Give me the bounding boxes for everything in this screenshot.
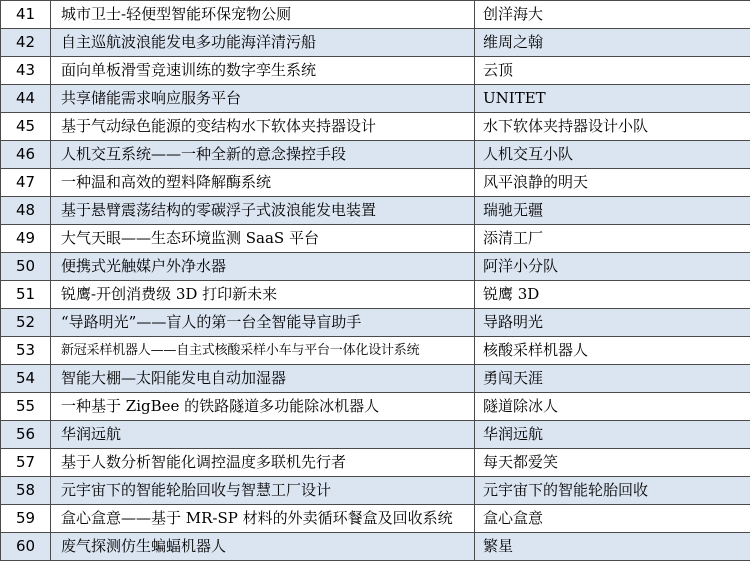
row-number-cell: 54 — [1, 365, 51, 393]
table-row — [1, 29, 750, 57]
team-name-cell: 创洋海大 — [475, 1, 750, 29]
team-name-cell: 隧道除冰人 — [475, 393, 750, 421]
project-name-cell: 一种基于 ZigBee 的铁路隧道多功能除冰机器人 — [51, 393, 475, 421]
table-row — [1, 281, 750, 309]
table-row — [1, 533, 750, 561]
team-name-cell: 元宇宙下的智能轮胎回收 — [475, 477, 750, 505]
row-number-cell: 53 — [1, 337, 51, 365]
project-name-cell: 华润远航 — [51, 421, 475, 449]
team-name-cell: 人机交互小队 — [475, 141, 750, 169]
project-name-cell: 便携式光触媒户外净水器 — [51, 253, 475, 281]
row-number-cell: 41 — [1, 1, 51, 29]
row-number-cell: 59 — [1, 505, 51, 533]
row-number-cell: 50 — [1, 253, 51, 281]
row-number-cell: 46 — [1, 141, 51, 169]
project-name-cell: 一种温和高效的塑料降解酶系统 — [51, 169, 475, 197]
team-name-cell: 瑞驰无疆 — [475, 197, 750, 225]
team-name-cell: 每天都爱笑 — [475, 449, 750, 477]
table-row — [1, 57, 750, 85]
team-name-cell: 云顶 — [475, 57, 750, 85]
project-name-cell: 盒心盒意——基于 MR-SP 材料的外卖循环餐盒及回收系统 — [51, 505, 475, 533]
row-number-cell: 43 — [1, 57, 51, 85]
table-row — [1, 1, 750, 29]
row-number-cell: 56 — [1, 421, 51, 449]
table-row — [1, 113, 750, 141]
team-name-cell: 繁星 — [475, 533, 750, 561]
row-number-cell: 58 — [1, 477, 51, 505]
row-number-cell: 60 — [1, 533, 51, 561]
project-name-cell: 元宇宙下的智能轮胎回收与智慧工厂设计 — [51, 477, 475, 505]
row-number-cell: 44 — [1, 85, 51, 113]
table-row — [1, 225, 750, 253]
project-name-cell: 锐鹰-开创消费级 3D 打印新未来 — [51, 281, 475, 309]
project-name-cell: 基于悬臂震荡结构的零碳浮子式波浪能发电装置 — [51, 197, 475, 225]
table-row — [1, 197, 750, 225]
table-row — [1, 169, 750, 197]
project-name-cell: 人机交互系统——一种全新的意念操控手段 — [51, 141, 475, 169]
row-number-cell: 45 — [1, 113, 51, 141]
project-name-cell: 基于气动绿色能源的变结构水下软体夹持器设计 — [51, 113, 475, 141]
team-name-cell: 盒心盒意 — [475, 505, 750, 533]
project-name-cell: 新冠采样机器人——自主式核酸采样小车与平台一体化设计系统 — [51, 337, 475, 365]
team-name-cell: 核酸采样机器人 — [475, 337, 750, 365]
table-row — [1, 85, 750, 113]
team-name-cell: 风平浪静的明天 — [475, 169, 750, 197]
team-name-cell: 水下软体夹持器设计小队 — [475, 113, 750, 141]
team-name-cell: 阿洋小分队 — [475, 253, 750, 281]
row-number-cell: 49 — [1, 225, 51, 253]
row-number-cell: 47 — [1, 169, 51, 197]
table-row — [1, 421, 750, 449]
project-name-cell: “导路明光”——盲人的第一台全智能导盲助手 — [51, 309, 475, 337]
table-row — [1, 337, 750, 365]
project-name-cell: 智能大棚—太阳能发电自动加湿器 — [51, 365, 475, 393]
table-row — [1, 449, 750, 477]
row-number-cell: 51 — [1, 281, 51, 309]
team-name-cell: 维周之翰 — [475, 29, 750, 57]
project-table-body — [1, 1, 750, 561]
table-row — [1, 505, 750, 533]
table-row — [1, 477, 750, 505]
team-name-cell: 华润远航 — [475, 421, 750, 449]
row-number-cell: 48 — [1, 197, 51, 225]
team-name-cell: 勇闯天涯 — [475, 365, 750, 393]
project-name-cell: 自主巡航波浪能发电多功能海洋清污船 — [51, 29, 475, 57]
team-name-cell: 添清工厂 — [475, 225, 750, 253]
project-name-cell: 废气探测仿生蝙蝠机器人 — [51, 533, 475, 561]
team-name-cell: UNITET — [475, 85, 750, 113]
table-row — [1, 393, 750, 421]
project-name-cell: 大气天眼——生态环境监测 SaaS 平台 — [51, 225, 475, 253]
table-row — [1, 365, 750, 393]
row-number-cell: 55 — [1, 393, 51, 421]
team-name-cell: 导路明光 — [475, 309, 750, 337]
row-number-cell: 52 — [1, 309, 51, 337]
table-row — [1, 253, 750, 281]
project-name-cell: 基于人数分析智能化调控温度多联机先行者 — [51, 449, 475, 477]
project-name-cell: 城市卫士-轻便型智能环保宠物公厕 — [51, 1, 475, 29]
row-number-cell: 57 — [1, 449, 51, 477]
row-number-cell: 42 — [1, 29, 51, 57]
table-row — [1, 141, 750, 169]
project-name-cell: 共享储能需求响应服务平台 — [51, 85, 475, 113]
project-name-cell: 面向单板滑雪竞速训练的数字孪生系统 — [51, 57, 475, 85]
team-name-cell: 锐鹰 3D — [475, 281, 750, 309]
table-row — [1, 309, 750, 337]
